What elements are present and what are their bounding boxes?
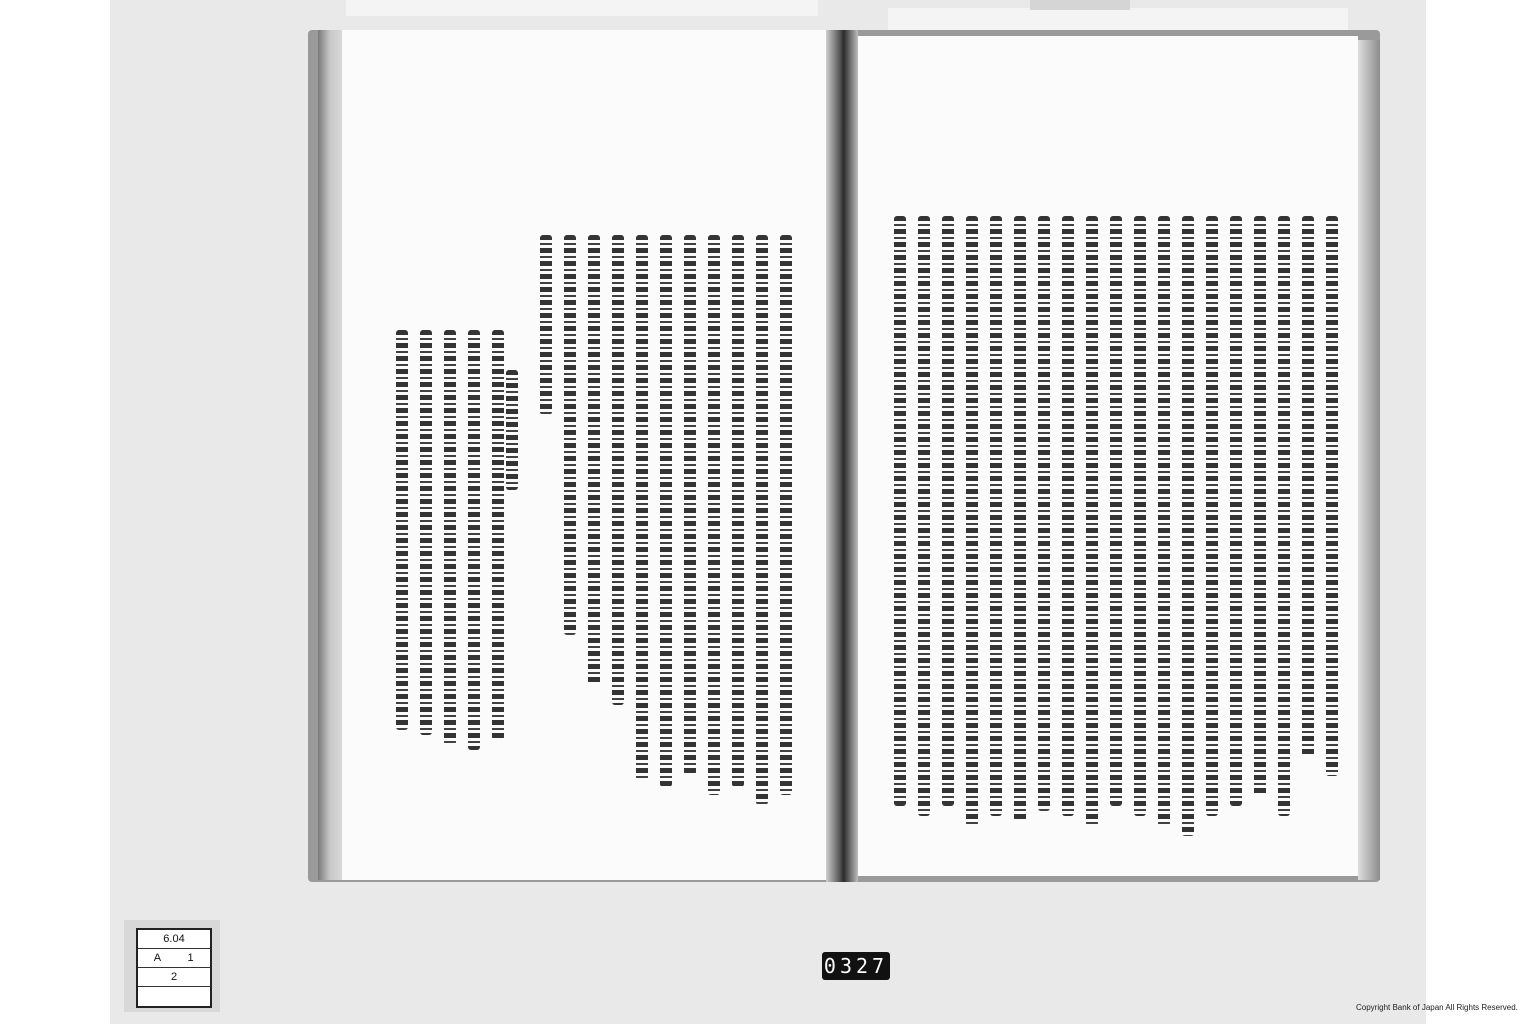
left-page — [342, 30, 826, 880]
catalog-blank-row — [138, 987, 210, 1005]
catalog-number: 2 — [138, 968, 210, 987]
catalog-series-volume — [138, 949, 210, 968]
copyright-notice: Copyright Bank of Japan All Rights Reserved. — [1356, 1003, 1518, 1012]
clip — [1030, 0, 1130, 10]
right-page — [858, 36, 1358, 876]
left-page-main-text — [528, 235, 792, 805]
frame-number: 0327 — [823, 954, 889, 978]
right-page-text — [886, 216, 1346, 846]
catalog-volume: 1 — [187, 952, 194, 964]
right-page-stack — [1358, 40, 1380, 880]
book-gutter — [826, 30, 858, 882]
top-page-edge-right — [888, 8, 1348, 30]
left-page-lower-text — [372, 330, 512, 750]
catalog-label — [136, 928, 212, 1008]
catalog-code: 6.04 — [138, 930, 210, 949]
catalog-series: A — [153, 952, 162, 964]
top-page-edge — [346, 0, 818, 16]
